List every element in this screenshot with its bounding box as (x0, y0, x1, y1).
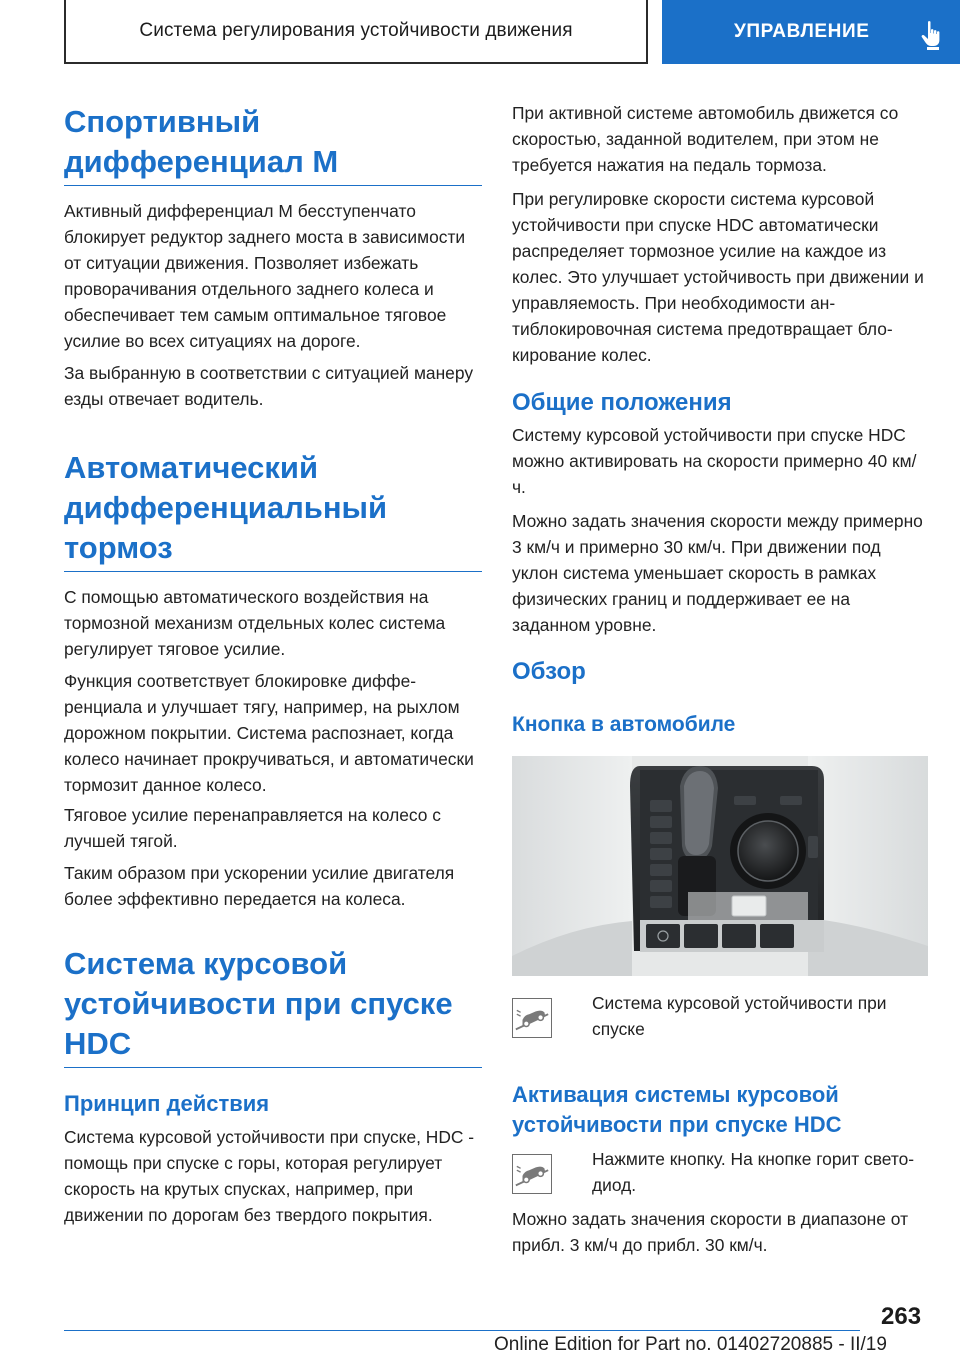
chapter-tab-label: УПРАВЛЕНИЕ (734, 21, 870, 42)
paragraph-general-2: Можно задать значения скорости между примерно 3 км/ч и примерно 30 км/ч. При движении под уклон система уменьшает скорость в рамках физических границ и поддерживает ее на заданном уровне. (512, 511, 923, 635)
section-title-box (64, 0, 648, 64)
hdc-icon-caption-row (512, 993, 928, 1042)
paragraph-auto-2: Функция соответствует блокировке дифференциала и улучшает тягу, например, на рыхлом дорожном покрытии. Система распознает, когда колесо начинает прокручиваться, и автоматически тормозит данное колесо. (64, 671, 474, 795)
heading-general: Общие положения (512, 389, 732, 416)
paragraph-active-2: При регулировке скорости система курсовой устойчивости при спуске HDC автоматически распределяет тормозное усилие на каждое из колес. Это улучшает устойчивость при движении и управляемость. При необходимости антиблокировочная система предотвращает блокирование колес. (512, 189, 924, 365)
heading-overview: Обзор (512, 658, 586, 685)
page-header (64, 0, 960, 64)
section-title: Система регулирования устойчивости движения (139, 20, 573, 41)
hand-pointer-icon (920, 20, 944, 50)
paragraph-press-button: Нажмите кнопку. На кнопке горит светодиод. (592, 1149, 915, 1195)
heading-activation: Активация системы курсовой устойчивости при спуске HDC (512, 1082, 842, 1137)
paragraph-auto-4: Таким образом при ускорении усилие двигателя более эффективно передается на колеса. (64, 863, 455, 909)
paragraph-sport-1: Активный дифференциал M бесступенчато блокирует редуктор заднего моста в зависимости от ситуации движения. Позволяет избежать проворачивания отдельного заднего колеса и обеспечивает тем самым оптимальное тяговое усилие во всех ситуациях на дороге. (64, 201, 466, 351)
footer-divider (64, 1330, 860, 1331)
heading-sport-differential: Спортивный дифференциал M (64, 102, 482, 186)
paragraph-general-1: Систему курсовой устойчивости при спуске HDC можно активировать на скорости примерно 40 км/ч. (512, 425, 917, 497)
center-console-image (512, 756, 928, 976)
icon-caption: Система курсовой устойчивости при спуске (592, 993, 887, 1039)
paragraph-active-1: При активной системе автомобиль движется со скоростью, заданной водителем, при этом не требуется нажатия на педаль тормоза. (512, 103, 899, 175)
heading-principle: Принцип действия (64, 1091, 270, 1116)
page-number: 263 (881, 1303, 922, 1330)
heading-hdc: Система курсовой устойчивости при спуске HDC (64, 944, 482, 1068)
paragraph-auto-3: Тяговое усилие перенаправляется на колесо с лучшей тягой. (64, 805, 441, 851)
paragraph-speed-range: Можно задать значения скорости в диапазоне от прибл. 3 км/ч до прибл. 30 км/ч. (512, 1209, 909, 1255)
console-photo (512, 756, 928, 976)
paragraph-sport-2: За выбранную в соответствии с ситуацией манеру езды отвечает водитель. (64, 363, 474, 409)
footer-edition: Online Edition for Part no. 01402720885 - II/19 (494, 1334, 887, 1355)
paragraph-auto-1: С помощью автоматического воздействия на тормозной механизм отдельных колес система регулирует тяговое усилие. (64, 587, 446, 659)
heading-button-in-car: Кнопка в автомобиле (512, 713, 736, 736)
chapter-tab[interactable] (662, 0, 960, 64)
heading-auto-brake: Автоматический дифференциальный тормоз (64, 448, 482, 572)
paragraph-principle: Система курсовой устойчивости при спуске, HDC - помощь при спуске с горы, которая регулирует скорость на крутых спусках, например, при движении по дорогам без твердого покрытия. (64, 1127, 475, 1225)
hill-descent-control-icon (512, 998, 552, 1038)
press-button-row (512, 1149, 928, 1198)
hill-descent-control-icon (512, 1154, 552, 1194)
